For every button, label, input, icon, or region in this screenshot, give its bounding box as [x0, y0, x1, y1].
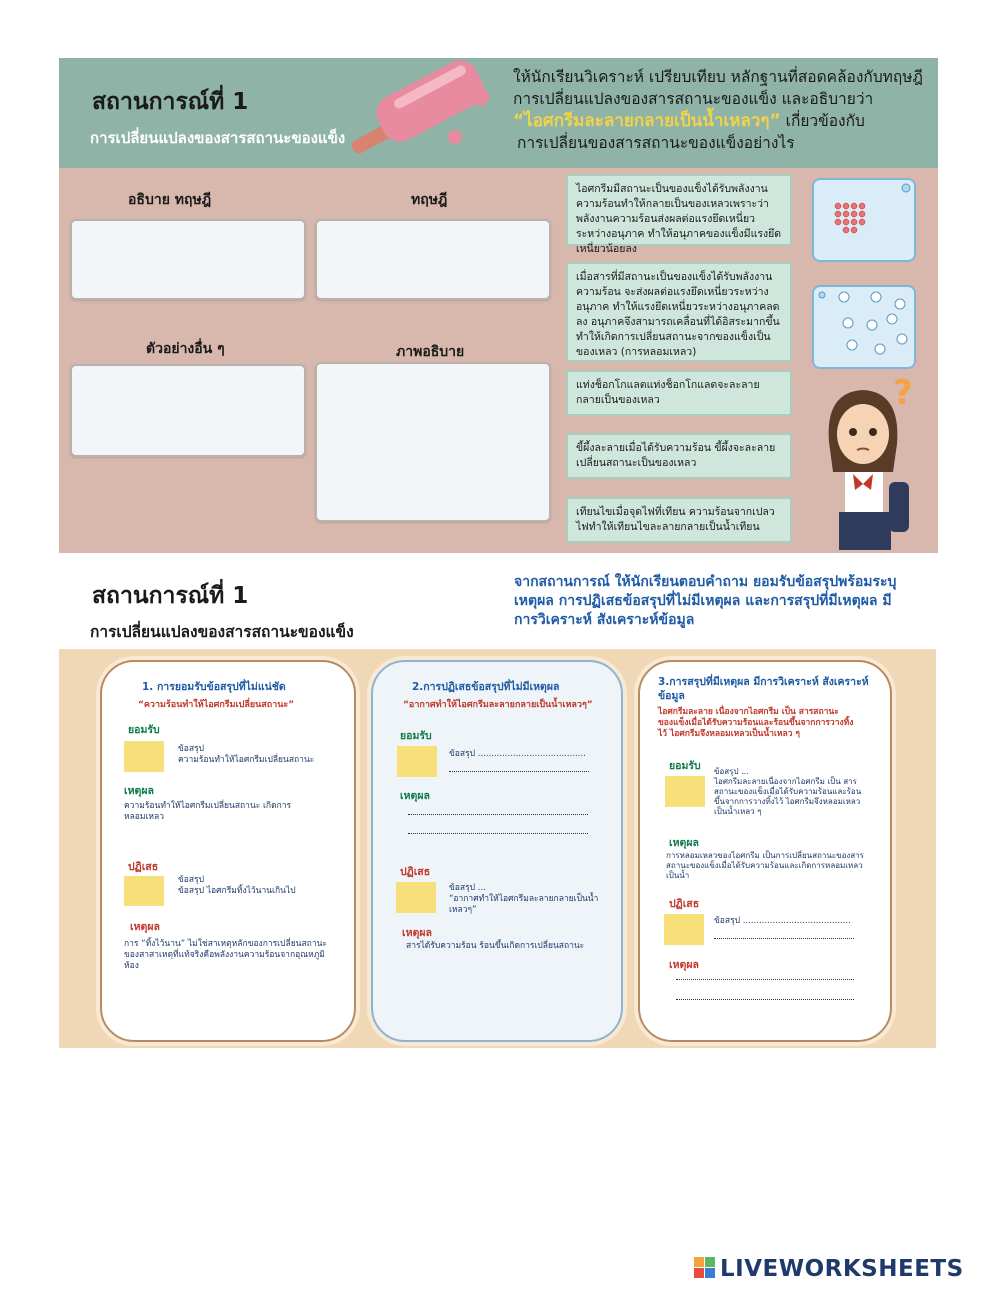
panel3-reason-line-1[interactable]	[676, 979, 854, 980]
label-theory: ทฤษฎี	[411, 192, 448, 208]
situation1-subtitle: การเปลี่ยนแปลงของสารสถานะของแข็ง	[90, 129, 346, 147]
drag-card-5[interactable]: เทียนไขเมื่อจุดไฟที่เทียน ความร้อนจากเปลวไฟทำให้เทียนไขละลายกลายเป็นน้ำเทียน	[566, 497, 792, 543]
panel1-accept-label: ยอมรับ	[128, 724, 160, 736]
panel1-reject-checkbox[interactable]	[124, 876, 164, 906]
instr-line3: เกี่ยวข้องกับ	[780, 112, 865, 130]
panel1-reject-conclusion	[178, 875, 338, 897]
panel3-heading: 3.การสรุปที่มีเหตุผล มีการวิเคราะห์ สังเคราะห์ข้อมูล	[658, 676, 869, 702]
panel2-heading: 2.การปฏิเสธข้อสรุปที่ไม่มีเหตุผล	[412, 681, 560, 693]
panel2-reason-line-2[interactable]	[408, 833, 588, 834]
situation1-instructions-2: จากสถานการณ์ ให้นักเรียนตอบคำถาม ยอมรับข้อสรุปพร้อมระบุเหตุผล การปฏิเสธข้อสรุปที่ไม่มีเหตุผล และการสรุปที่มีเหตุผล มีการวิเคราะห์ สังเคราะห์ข้อมูล	[514, 574, 897, 628]
panel3-reason-line-2[interactable]	[676, 999, 854, 1000]
panel1-accept-conclusion	[178, 744, 338, 766]
panel1-heading: 1. การยอมรับข้อสรุปที่ไม่แน่ชัด	[142, 681, 286, 693]
panel2-reason-label: เหตุผล	[400, 790, 430, 802]
liquid-particles-svg	[814, 287, 914, 367]
panel2-accept-label: ยอมรับ	[400, 730, 432, 742]
svg-text:?: ?	[893, 373, 913, 413]
panel2-reject-conclusion-label: ข้อสรุป ...	[449, 883, 486, 893]
panel2-reject-checkbox[interactable]	[396, 882, 436, 913]
panel3-accept-checkbox[interactable]	[665, 776, 705, 807]
panel3-accept-label: ยอมรับ	[669, 760, 701, 772]
panel3-reject-label: ปฏิเสธ	[669, 898, 700, 910]
panel1-accept-checkbox[interactable]	[124, 741, 164, 772]
panel1-reason-text-2: การ “ทิ้งไว้นาน” ไม่ใช่สาเหตุหลักของการเปลี่ยนสถานะของสาสาเหตุที่แท้จริงคือพลังงานความร้อนจากอุณหภูมิห้อง	[124, 939, 327, 971]
panel1-accept-conclusion-label: ข้อสรุป	[178, 744, 205, 754]
panel3-accept-conclusion	[714, 767, 872, 817]
thinking-student-illustration	[815, 372, 925, 552]
panel2-quote: “อากาศทำให้ไอศกรีมละลายกลายเป็นน้ำเหลวๆ”	[403, 700, 593, 710]
panel3-reason-label-2: เหตุผล	[669, 959, 699, 971]
label-explain-theory: อธิบาย ทฤษฎี	[128, 192, 212, 208]
instr-highlight: “ไอศกรีมละลายกลายเป็นน้ำเหลวๆ”	[513, 111, 781, 131]
panel1-reason-text: ความร้อนทำให้ไอศกรีมเปลี่ยนสถานะ เกิดการหลอมเหลว	[124, 801, 292, 822]
panel3-reject-conclusion[interactable]: ข้อสรุป ........................................	[714, 916, 851, 926]
panel2-reject-conclusion	[449, 883, 599, 916]
panel2-reject-label: ปฏิเสธ	[400, 866, 431, 878]
panel2-accept-conclusion[interactable]: ข้อสรุป ........................................	[449, 749, 586, 759]
drag-card-3[interactable]: แท่งช็อกโกแลตแท่งช็อกโกแลตจะละลายกลายเป็นของเหลว	[566, 370, 792, 416]
instr-line4: การเปลี่ยนของสารสถานะของแข็งอย่างไร	[517, 134, 795, 152]
panel2-reason-label-2: เหตุผล	[402, 927, 432, 939]
panel3-reason-text: การหลอมเหลวของไอศกรีม เป็นการเปลี่ยนสถานะของสารสถานะของแข็งเมื่อได้รับความร้อนและเกิดการหลอมเหลวเป็นน้ำ	[666, 851, 864, 880]
panel1-reject-conclusion-text: ข้อสรุป ไอศกรีมทิ้งไว้นานเกินไป	[178, 886, 296, 896]
drop-box-other-examples[interactable]	[70, 364, 306, 457]
instr-line1: ให้นักเรียนวิเคราะห์ เปรียบเทียบ หลักฐานที่สอดคล้องกับทฤษฎี	[513, 68, 923, 86]
panel3-reason-label: เหตุผล	[669, 837, 699, 849]
drop-box-illustration[interactable]	[315, 362, 551, 522]
label-illustration: ภาพอธิบาย	[396, 344, 465, 360]
drag-card-2[interactable]: เมื่อสารที่มีสถานะเป็นของแข็งได้รับพลังงานความร้อน จะส่งผลต่อแรงยึดเหนี่ยวระหว่างอนุภาค ทำให้แรงยึดเหนี่ยวระหว่างอนุภาคลดลง อนุภาคจึงสามารถเคลื่อนที่ได้อิสระมากขึ้น ทำให้เกิดการเปลี่ยนสถานะจากของแข็งเป็นของเหลว (การหลอมเหลว)	[566, 262, 792, 362]
situation1-title-2: สถานการณ์ที่ 1	[92, 583, 249, 609]
drop-box-theory[interactable]	[315, 219, 551, 300]
panel3-accept-conclusion-label: ข้อสรุป ...	[714, 767, 749, 776]
panel1-quote: “ความร้อนทำให้ไอศกรีมเปลี่ยนสถานะ”	[138, 700, 295, 710]
panel2-accept-line[interactable]	[449, 771, 589, 772]
popsicle-illustration	[330, 52, 500, 167]
label-other-examples: ตัวอย่างอื่น ๆ	[146, 341, 225, 357]
panel1-reject-label: ปฏิเสธ	[128, 861, 159, 873]
panel2-reject-conclusion-text: “อากาศทำให้ไอศกรีมละลายกลายเป็นน้ำเหลวๆ”	[449, 894, 599, 915]
situation1-title: สถานการณ์ที่ 1	[92, 89, 249, 115]
panel-reject-unreasonable	[371, 660, 623, 1042]
panel3-reject-line[interactable]	[714, 938, 854, 939]
drag-card-4[interactable]: ขี้ผึ้งละลายเมื่อได้รับความร้อน ขี้ผึ้งจะละลายเปลี่ยนสถานะเป็นของเหลว	[566, 433, 792, 479]
panel3-accept-conclusion-text: ไอศกรีมละลายเนื่องจากไอศกรีม เป็น สารสถานะของแข็งเมื่อได้รับความร้อนและร้อนขึ้นจากการวางทิ้งไว้ ไอศกรีมจึงหลอมเหลวเป็นน้ำเหลว ๆ	[714, 777, 862, 816]
panel1-accept-conclusion-text: ความร้อนทำให้ไอศกรีมเปลี่ยนสถานะ	[178, 755, 315, 765]
panel2-reason-line-1[interactable]	[408, 814, 588, 815]
liquid-particle-diagram[interactable]	[812, 285, 916, 369]
panel1-reason-label-2: เหตุผล	[130, 921, 160, 933]
instr-line2: การเปลี่ยนแปลงของสารสถานะของแข็ง และอธิบายว่า	[513, 90, 874, 108]
panel1-reject-conclusion-label: ข้อสรุป	[178, 875, 205, 885]
solid-particles-svg	[814, 180, 914, 260]
panel2-accept-checkbox[interactable]	[397, 746, 437, 777]
drag-card-1[interactable]: ไอศกรีมมีสถานะเป็นของแข็งได้รับพลังงานความร้อนทำให้กลายเป็นของเหลวเพราะว่าพลังงานความร้อนส่งผลต่อแรงยึดเหนี่ยวระหว่างอนุภาค ทำให้อนุภาคของแข็งมีแรงยึดเหนี่ยวน้อยลง	[566, 174, 792, 246]
panel2-reason-text-2: สารได้รับความร้อน ร้อนขึ้นเกิดการเปลี่ยนสถานะ	[406, 941, 585, 951]
panel3-reject-checkbox[interactable]	[664, 914, 704, 945]
panel3-quote: ไอศกรีมละลาย เนื่องจากไอศกรีม เป็น สารสถานะของแข็งเมื่อได้รับความร้อนและร้อนขึ้นจากการวางทิ้งไว้ ไอศกรีมจึงหลอมเหลวเป็นน้ำเหลว ๆ	[658, 707, 854, 739]
situation1-instructions	[513, 66, 933, 154]
solid-particle-diagram[interactable]	[812, 178, 916, 262]
liveworksheets-logo-icon	[694, 1257, 716, 1279]
situation1-subtitle-2: การเปลี่ยนแปลงของสารสถานะของแข็ง	[90, 623, 354, 641]
liveworksheets-logo: LIVEWORKSHEETS	[720, 1256, 964, 1282]
panel-accept-uncertain	[100, 660, 356, 1042]
drop-box-explain-theory[interactable]	[70, 219, 306, 300]
panel1-reason-label: เหตุผล	[124, 785, 154, 797]
